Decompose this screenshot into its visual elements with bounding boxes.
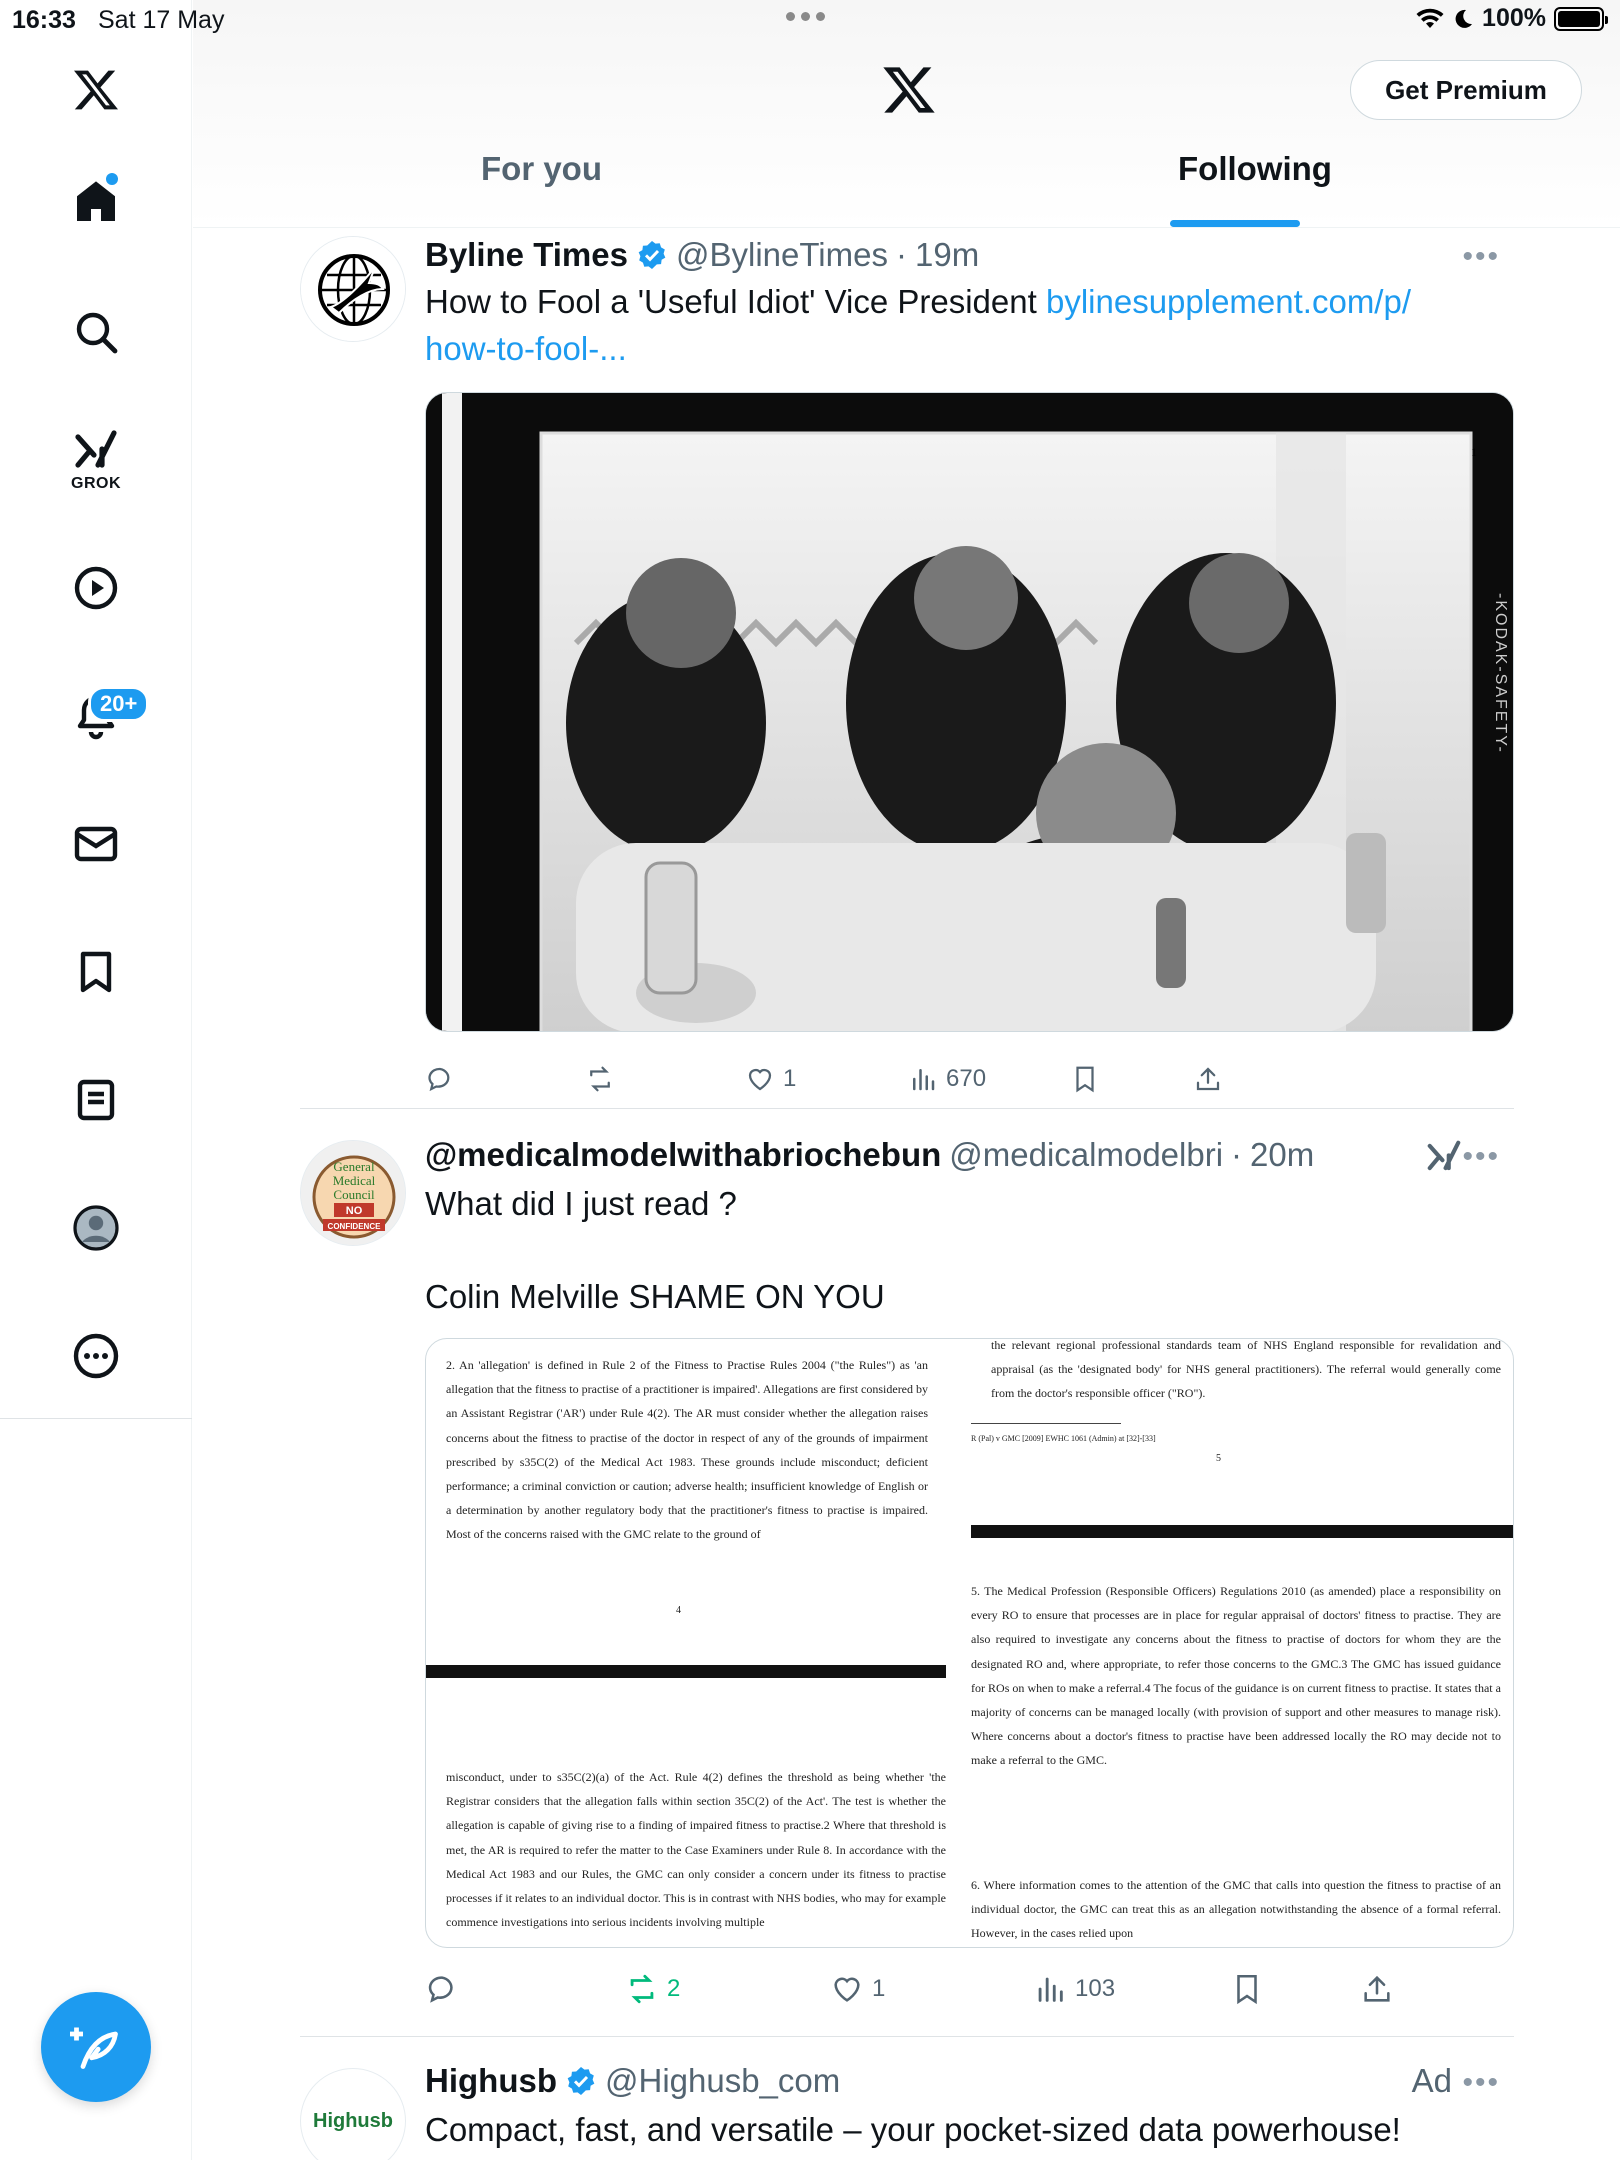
sidebar-divider	[0, 1418, 192, 1419]
bookmark-icon[interactable]	[56, 932, 136, 1012]
tweet-separator	[300, 1108, 1514, 1109]
share-icon	[1360, 1972, 1394, 2006]
tweet-body-line2: Colin Melville SHAME ON YOU	[425, 1278, 885, 1315]
battery-icon	[1554, 7, 1604, 31]
doc-footnote: R (Pal) v GMC [2009] EWHC 1061 (Admin) at [32]-[33]	[971, 1434, 1156, 1443]
avatar-brand-text: Highusb	[313, 2109, 393, 2132]
heart-icon	[830, 1972, 864, 2006]
bookmark-button[interactable]	[1230, 1972, 1264, 2006]
avatar[interactable]	[300, 1140, 406, 1246]
avatar-text-3: Council	[333, 1187, 375, 1202]
image-edge-text: -KODAK-SAFETY-	[1492, 593, 1509, 754]
avatar-text-4: NO	[345, 1205, 363, 1217]
doc-para-5: 5. The Medical Profession (Responsible Officers) Regulations 2010 (as amended) place a responsibility on every RO to ensure that processes are in place for regular appraisal of doctors' fitness to practise. They are also required to investigate any concerns about the fitness to practise of doctors for whom they are the designated RO and, where appropriate, to refer those concerns to the GMC.3 The GMC has issued guidance for ROs on when to make a referral.4 The focus of the guidance is on current fitness to practise. It states that a majority of concerns can be managed locally (with provision of support and other measures to manage risk). Where concerns about a doctor's fitness to practise have been addressed locally the RO may decide not to make a referral to the GMC.	[971, 1584, 1501, 1768]
lists-icon[interactable]	[56, 1060, 136, 1140]
doc-para-misconduct: misconduct, under to s35C(2)(a) of the Act. Rule 4(2) defines the threshold as being whether 'the Registrar considers that the allegation falls within section 35C(2) of the Act'. The test is whether the allegation is capable of giving rise to a finding of impaired fitness to practise.2 Where that threshold is met, the AR is required to refer the matter to the Case Examiners under Rule 8. In accordance with the Medical Act 1983 and our Rules, the GMC can only consider a concern under its fitness to practise processes if it relates to an individual doctor. This is in contrast with NHS bodies, who may for example commence investigations into serious incidents involving multiple	[446, 1770, 946, 1930]
doc-para-revalidation: the relevant regional professional standards team of NHS England responsible for revalidation and appraisal (as the 'designated body' for NHS general practitioners). The referral would generally come from the doctor's responsible officer ("RO").	[991, 1338, 1501, 1401]
status-time: 16:33	[12, 6, 76, 34]
doc-para-6: 6. Where information comes to the attention of the GMC that calls into question the fitness to practise of an individual doctor, the GMC can treat this as an allegation notwithstanding the absence of a formal referral. However, in the cases relied upon	[971, 1878, 1501, 1941]
image-corner-number: 1	[1471, 445, 1477, 459]
more-options-icon[interactable]: •••	[1462, 1140, 1500, 1173]
wifi-icon	[1416, 8, 1444, 30]
repost-button[interactable]	[585, 1064, 623, 1094]
tweet-header	[425, 1136, 1314, 1174]
avatar[interactable]	[300, 2068, 406, 2160]
view-count: 670	[946, 1065, 987, 1092]
tweet-body-line1: What did I just read ?	[425, 1185, 737, 1222]
sidebar	[0, 0, 192, 2160]
battery-percent: 100%	[1482, 4, 1546, 32]
mail-icon[interactable]	[56, 804, 136, 884]
tweet-text	[425, 278, 1485, 372]
like-button[interactable]	[830, 1972, 885, 2006]
tweet[interactable]	[300, 1136, 1514, 2036]
views-button[interactable]	[1033, 1972, 1115, 2006]
verified-badge-icon	[636, 239, 668, 271]
profile-icon[interactable]	[56, 1188, 136, 1268]
compose-feather-icon	[70, 2021, 122, 2073]
repost-button[interactable]	[625, 1972, 680, 2006]
tweet-image[interactable]	[425, 392, 1514, 1032]
dot-separator: ·	[1231, 1136, 1243, 1173]
status-date: Sat 17 May	[98, 6, 225, 34]
share-icon	[1193, 1064, 1223, 1094]
more-icon[interactable]	[56, 1316, 136, 1396]
tweet-text	[425, 1180, 885, 1320]
avatar[interactable]	[300, 236, 406, 342]
tweet-time[interactable]: 19m	[914, 236, 980, 273]
share-button[interactable]	[1193, 1064, 1223, 1094]
bookmark-button[interactable]	[1070, 1064, 1100, 1094]
reply-button[interactable]	[425, 1972, 467, 2006]
avatar-text-1: General	[333, 1159, 375, 1174]
tweet-time[interactable]: 20m	[1250, 1136, 1315, 1173]
tweet-header	[425, 236, 979, 274]
more-options-icon[interactable]: •••	[1462, 2066, 1500, 2099]
tweet[interactable]	[300, 236, 1514, 1106]
doc-para-2: 2. An 'allegation' is defined in Rule 2 of the Fitness to Practise Rules 2004 ("the Rules") as 'an allegation that the fitness to practise of a practitioner is impaired'. Allegations are first considered by an Assistant Registrar ('AR') under Rule 4(2). The AR must consider whether the allegation raises concerns about the fitness to practise of the doctor in respect of any of the grounds of impairment prescribed by s35C(2) of the Medical Act 1983. These grounds include misconduct; deficient performance; a criminal conviction or caution; adverse health; insufficient knowledge of English or a determination by another regulatory body that the practitioner's fitness to practise is impaired. Most of the concerns raised with the GMC relate to the ground of	[446, 1358, 929, 1542]
like-count: 1	[783, 1065, 797, 1092]
view-count: 103	[1075, 1975, 1116, 2002]
avatar-text-5: CONFIDENCE	[327, 1222, 381, 1231]
author-handle[interactable]: @BylineTimes	[675, 236, 888, 273]
tweet-link[interactable]: bylinesupplement.com/p/	[1045, 283, 1411, 320]
reply-icon	[425, 1064, 455, 1094]
ad-label: Ad	[1411, 2062, 1452, 2099]
author-handle[interactable]: @medicalmodelbri	[949, 1136, 1224, 1173]
more-options-icon[interactable]: •••	[1462, 240, 1500, 273]
author-name[interactable]: @medicalmodelwithabriochebun	[425, 1136, 942, 1173]
tweet-ad[interactable]	[300, 2062, 1514, 2160]
grok-label: GROK	[71, 475, 121, 492]
tweet-link-cont[interactable]: how-to-fool-...	[425, 330, 627, 367]
verified-badge-icon	[565, 2065, 597, 2097]
grok-explain-icon[interactable]	[1425, 1138, 1463, 1181]
author-name[interactable]: Highusb	[425, 2062, 557, 2099]
tweet-header	[425, 2062, 840, 2100]
reply-button[interactable]	[425, 1064, 463, 1094]
repost-count: 2	[667, 1975, 681, 2002]
author-handle[interactable]: @Highusb_com	[604, 2062, 841, 2099]
reply-icon	[425, 1972, 459, 2006]
bookmark-icon	[1070, 1064, 1100, 1094]
doc-page-break	[426, 1665, 946, 1678]
tweet-separator	[300, 2036, 1514, 2037]
tab-for-you[interactable]: For you	[481, 150, 602, 187]
doc-page-4: 4	[676, 1605, 681, 1616]
grok-icon[interactable]	[56, 420, 136, 500]
document-right-page	[971, 1338, 1514, 1948]
status-bar	[0, 0, 1620, 40]
doc-page-5: 5	[1216, 1453, 1221, 1464]
tab-following[interactable]: Following	[1178, 150, 1332, 187]
video-icon[interactable]	[56, 548, 136, 628]
notifications-badge: 20+	[88, 686, 149, 722]
tweet-body: How to Fool a 'Useful Idiot' Vice President	[425, 283, 1046, 320]
tweet-body: Compact, fast, and versatile – your pocket-sized data powerhouse!	[425, 2111, 1401, 2148]
doc-page-break	[971, 1525, 1514, 1538]
like-count: 1	[872, 1975, 886, 2002]
bookmark-icon	[1230, 1972, 1264, 2006]
photo-illustration	[426, 393, 1514, 1032]
status-right	[1416, 4, 1604, 33]
avatar-text-2: Medical	[332, 1173, 376, 1188]
views-icon	[908, 1064, 938, 1094]
home-icon[interactable]	[56, 162, 136, 242]
home-unread-dot	[106, 173, 118, 185]
repost-icon	[625, 1972, 659, 2006]
views-button[interactable]	[908, 1064, 986, 1094]
search-icon[interactable]	[56, 292, 136, 372]
dot-separator: ·	[895, 236, 907, 273]
repost-icon	[585, 1064, 615, 1094]
multitasking-dots-icon[interactable]	[786, 12, 825, 21]
heart-icon	[745, 1064, 775, 1094]
doc-footnote-rule	[971, 1423, 1121, 1424]
x-logo-icon[interactable]	[56, 50, 136, 130]
document-left-page	[426, 1353, 946, 1948]
author-name[interactable]: Byline Times	[425, 236, 628, 273]
compose-button[interactable]	[41, 1992, 151, 2102]
like-button[interactable]	[745, 1064, 796, 1094]
x-logo-icon	[881, 62, 937, 123]
views-icon	[1033, 1972, 1067, 2006]
tab-active-indicator	[1170, 220, 1300, 227]
share-button[interactable]	[1360, 1972, 1394, 2006]
tweet-document-image[interactable]	[425, 1338, 1514, 1948]
moon-icon	[1452, 8, 1474, 30]
get-premium-button[interactable]: Get Premium	[1350, 60, 1582, 120]
